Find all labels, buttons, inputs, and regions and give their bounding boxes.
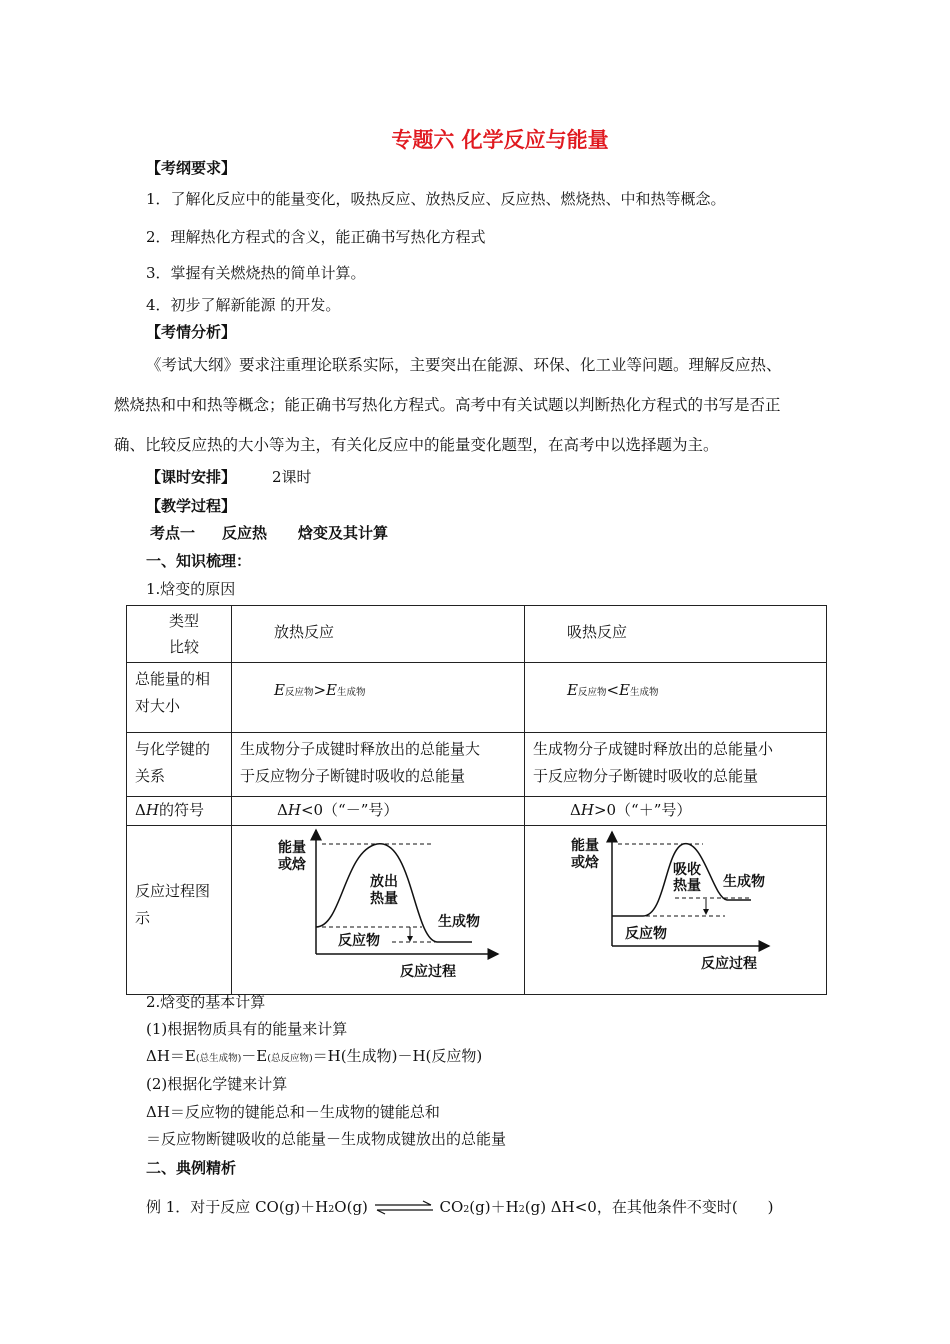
released-label-line-2: 热量 [370,891,398,907]
table-row [127,826,827,995]
corner-top-label: 类型 [169,612,200,630]
cell-endo-diagram [525,826,827,995]
teaching-process-heading: 【教学过程】 [146,497,237,515]
y-label-line-2: 或焓 [278,857,306,873]
examples-heading: 二、典例精析 [146,1159,237,1177]
analysis-line-2: 燃烧热和中和热等概念；能正确书写热化方程式。高考中有关试题以判断热化方程式的书写是否正 [114,396,781,414]
knowledge-item-1: 1.焓变的原因 [146,580,236,598]
cell-endo-sign: ΔH>0（“＋”号） [525,797,827,826]
analysis-line-3: 确、比较反应热的大小等为主，有关化反应中的能量变化题型，在高考中以选择题为主。 [114,436,719,454]
cell-endo-energy: E反应物<E生成物 [525,663,827,733]
reactant-label: 反应物 [338,933,380,949]
y-label-line-2: 或焓 [571,855,599,871]
table-row [127,733,827,797]
requirement-item-2: 2．理解热化方程式的含义，能正确书写热化方程式 [146,228,486,246]
calc-heading: 2.焓变的基本计算 [146,993,266,1011]
absorbed-label-line-1: 吸收 [673,862,701,878]
y-label-line-1: 能量 [278,840,306,856]
calc-formula-2: ΔH＝反应物的键能总和－生成物的键能总和 [146,1103,440,1121]
reactant-label: 反应物 [625,926,667,942]
released-label-line-1: 放出 [370,874,398,890]
header-endothermic: 吸热反应 [525,606,827,663]
row-head-diagram: 反应过程图 示 [127,826,232,995]
exothermic-energy-diagram [232,826,522,990]
table-row [127,797,827,826]
requirement-item-1: 1．了解化反应中的能量变化，吸热反应、放热反应、反应热、燃烧热、中和热等概念。 [146,190,726,208]
cell-exo-sign: ΔH<0（“－”号） [232,797,525,826]
point-topic-2: 焓变及其计算 [298,524,389,542]
equilibrium-arrow-icon [373,1200,435,1216]
table-corner-cell [127,606,232,663]
absorbed-label-line-2: 热量 [673,878,701,894]
table-row [127,606,827,663]
endothermic-energy-diagram [525,826,823,990]
cell-exo-diagram [232,826,525,995]
requirement-item-3: 3．掌握有关燃烧热的简单计算。 [146,264,366,282]
analysis-line-1: 《考试大纲》要求注重理论联系实际，主要突出在能源、环保、化工业等问题。理解反应热、 [146,356,782,374]
exam-analysis-heading: 【考情分析】 [146,323,237,341]
calc-formula-3: ＝反应物断键吸收的总能量－生成物成键放出的总能量 [146,1130,507,1148]
page-title: 专题六 化学反应与能量 [391,128,609,152]
exam-requirements-heading: 【考纲要求】 [146,159,237,177]
row-head-energy: 总能量的相 对大小 [127,663,232,733]
y-label-line-1: 能量 [571,838,599,854]
cell-exo-energy: E反应物>E生成物 [232,663,525,733]
schedule-value: 2课时 [272,468,312,486]
product-label: 生成物 [438,914,480,930]
row-head-sign: ΔH的符号 [127,797,232,826]
table-row [127,663,827,733]
calc-method-2: (2)根据化学键来计算 [146,1075,288,1093]
product-label: 生成物 [723,874,765,890]
point-label: 考点一 [150,524,196,542]
calc-method-1: (1)根据物质具有的能量来计算 [146,1020,348,1038]
row-head-bond: 与化学键的 关系 [127,733,232,797]
x-axis-label: 反应过程 [701,956,757,972]
corner-bottom-label: 比较 [169,638,200,656]
x-axis-label: 反应过程 [400,964,456,980]
requirement-item-4: 4．初步了解新能源 的开发。 [146,296,341,314]
header-exothermic: 放热反应 [232,606,525,663]
comparison-table [126,605,827,995]
example-1: 例 1．对于反应 CO(g)＋H2O(g) CO2(g)＋H2(g) ΔH<0，在其他条件不变时( ) [146,1198,774,1216]
point-topic-1: 反应热 [222,524,268,542]
schedule-heading: 【课时安排】 [146,468,237,486]
cell-endo-bond: 生成物分子成键时释放出的总能量小 于反应物分子断键时吸收的总能量 [525,733,827,797]
knowledge-heading: 一、知识梳理： [146,552,252,570]
calc-formula-1: ΔH＝E(总生成物)－E(总反应物)＝H(生成物)－H(反应物) [146,1047,483,1065]
cell-exo-bond: 生成物分子成键时释放出的总能量大 于反应物分子断键时吸收的总能量 [232,733,525,797]
